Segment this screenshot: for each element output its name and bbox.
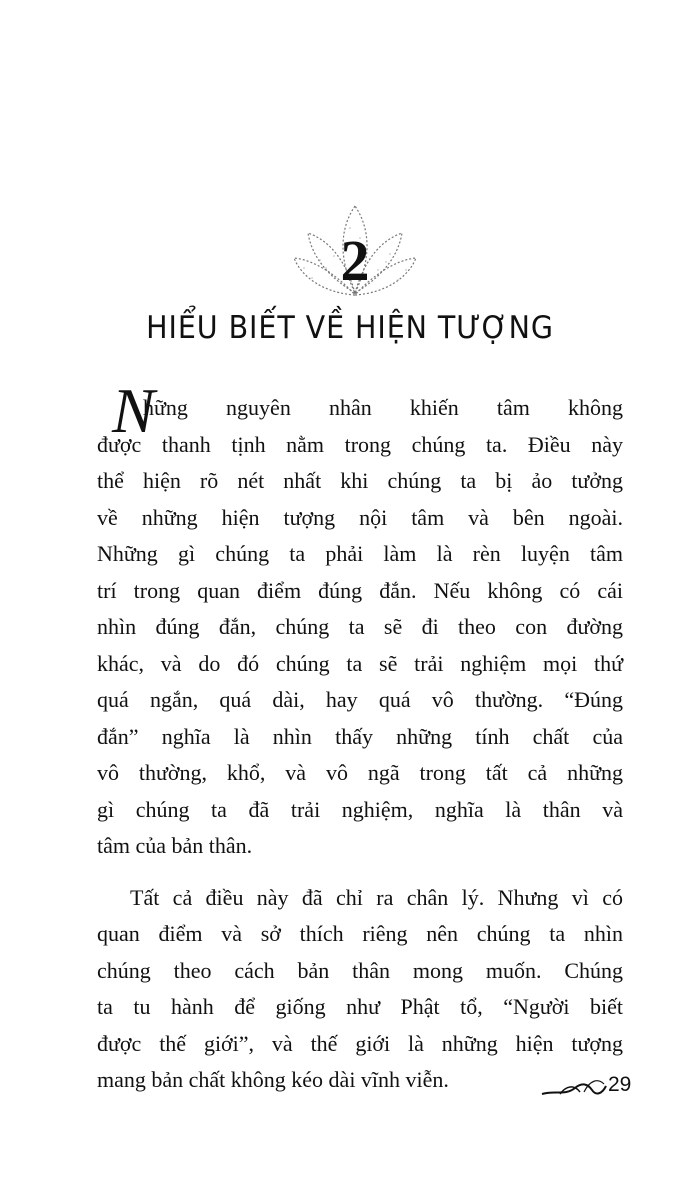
text-line: mang bản chất không kéo dài vĩnh viễn. xyxy=(97,1067,449,1092)
chapter-number: 2 xyxy=(340,228,370,293)
body-text xyxy=(97,390,623,1099)
text-line: Tất cả điều này đã chỉ ra chân lý. Nhưng vì có xyxy=(130,884,623,910)
text-line: thể hiện rõ nét nhất khi chúng ta bị ảo tưởng xyxy=(97,468,623,493)
text-line: gì chúng ta đã trải nghiệm, nghĩa là thân và xyxy=(97,796,623,822)
text-line: về những hiện tượng nội tâm và bên ngoài. xyxy=(97,504,623,530)
text-line: vô thường, khổ, và vô ngã trong tất cả những xyxy=(97,760,623,785)
text-line: trí trong quan điểm đúng đắn. Nếu không có cái xyxy=(97,577,623,603)
text-line: hững nguyên nhân khiến tâm không xyxy=(143,395,623,420)
text-line: nhìn đúng đắn, chúng ta sẽ đi theo con đường xyxy=(97,614,623,639)
page-number: 29 xyxy=(608,1073,632,1096)
text-line: quan điểm và sở thích riêng nên chúng ta nhìn xyxy=(97,921,623,946)
text-line: được thế giới”, và thế giới là những hiện tượng xyxy=(97,1030,623,1056)
text-line: khác, và do đó chúng ta sẽ trải nghiệm mọi thứ xyxy=(97,650,623,676)
text-line: đắn” nghĩa là nhìn thấy những tính chất của xyxy=(97,723,623,749)
text-line: được thanh tịnh nằm trong chúng ta. Điều này xyxy=(97,431,623,457)
text-line: chúng theo cách bản thân mong muốn. Chúng xyxy=(97,957,623,983)
text-line: Những gì chúng ta phải làm là rèn luyện tâm xyxy=(97,541,623,566)
drop-cap: N xyxy=(112,375,155,446)
text-line: tâm của bản thân. xyxy=(97,833,253,858)
chapter-title: HIỂU BIẾT VỀ HIỆN TƯỢNG xyxy=(146,310,554,346)
text-line: quá ngắn, quá dài, hay quá vô thường. “Đúng xyxy=(97,687,623,712)
text-line: ta tu hành để giống như Phật tổ, “Người biết xyxy=(97,994,623,1019)
paragraph xyxy=(97,880,623,1099)
paragraph xyxy=(97,390,623,865)
